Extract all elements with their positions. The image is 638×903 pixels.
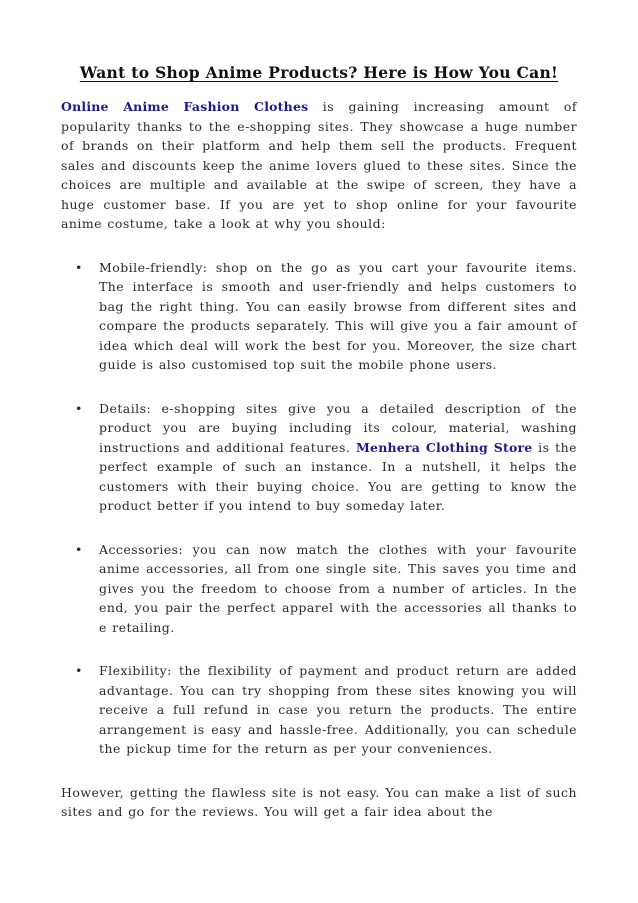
bullet-icon: • <box>75 400 83 416</box>
details-text-before: Details: e-shopping sites give you a detailed description of the product you are buying including its colour, material, washing instructions and additional features. <box>99 400 577 455</box>
menhera-clothing-store-link[interactable]: Menhera Clothing Store <box>356 439 533 455</box>
reasons-list <box>61 258 577 759</box>
list-item-details <box>61 399 577 516</box>
list-item-text: Flexibility: the flexibility of payment and product return are added advantage. You can try shopping from these sites knowing you will receive a full refund in case you return the products. The entire arrangement is easy and hassle-free. Additionally, you can schedule the pickup time for the return as per your conveniences. <box>99 663 577 756</box>
bullet-icon: • <box>75 663 83 678</box>
intro-paragraph <box>61 97 577 234</box>
bullet-icon: • <box>75 541 83 557</box>
anime-fashion-link[interactable]: Online Anime Fashion Clothes <box>61 99 309 114</box>
list-item-text: Accessories: you can now match the clothes with your favourite anime accessories, all from one single site. This saves you time and gives you the freedom to choose from a number of articles. In the end, you pair the perfect apparel with the accessories all thanks to e retailing. <box>99 541 577 635</box>
list-item-mobile-friendly <box>61 258 577 375</box>
bullet-icon: • <box>75 259 83 275</box>
intro-text: is gaining increasing amount of popularity thanks to the e-shopping sites. They showcase a huge number of brands on their platform and help them sell the products. Frequent sales and discounts keep the anime lovers glued to these sites. Since the choices are multiple and available at the swipe of screen, they have a huge customer base. If you are yet to shop online for your favourite anime costume, take a look at why you should: <box>61 99 577 231</box>
list-item-text: Mobile-friendly: shop on the go as you cart your favourite items. The interface is smooth and user-friendly and helps customers to bag the right thing. You can easily browse from different sites and compare the products separately. This will give you a fair amount of idea which deal will work the best for you. Moreover, the size chart guide is also customised top suit the mobile phone users. <box>99 259 577 372</box>
details-text-after: is the perfect example of such an instance. In a nutshell, it helps the customers with their buying choice. You are getting to know the product better if you intend to buy someday later. <box>99 439 577 513</box>
list-item-flexibility <box>61 661 577 759</box>
page-title: Want to Shop Anime Products? Here is How You Can! <box>79 63 559 82</box>
list-item-accessories <box>61 540 577 638</box>
closing-paragraph: However, getting the flawless site is not easy. You can make a list of such sites and go for the reviews. You will get a fair idea about the <box>61 784 577 819</box>
document-page <box>61 62 577 822</box>
list-item-text <box>99 399 577 516</box>
